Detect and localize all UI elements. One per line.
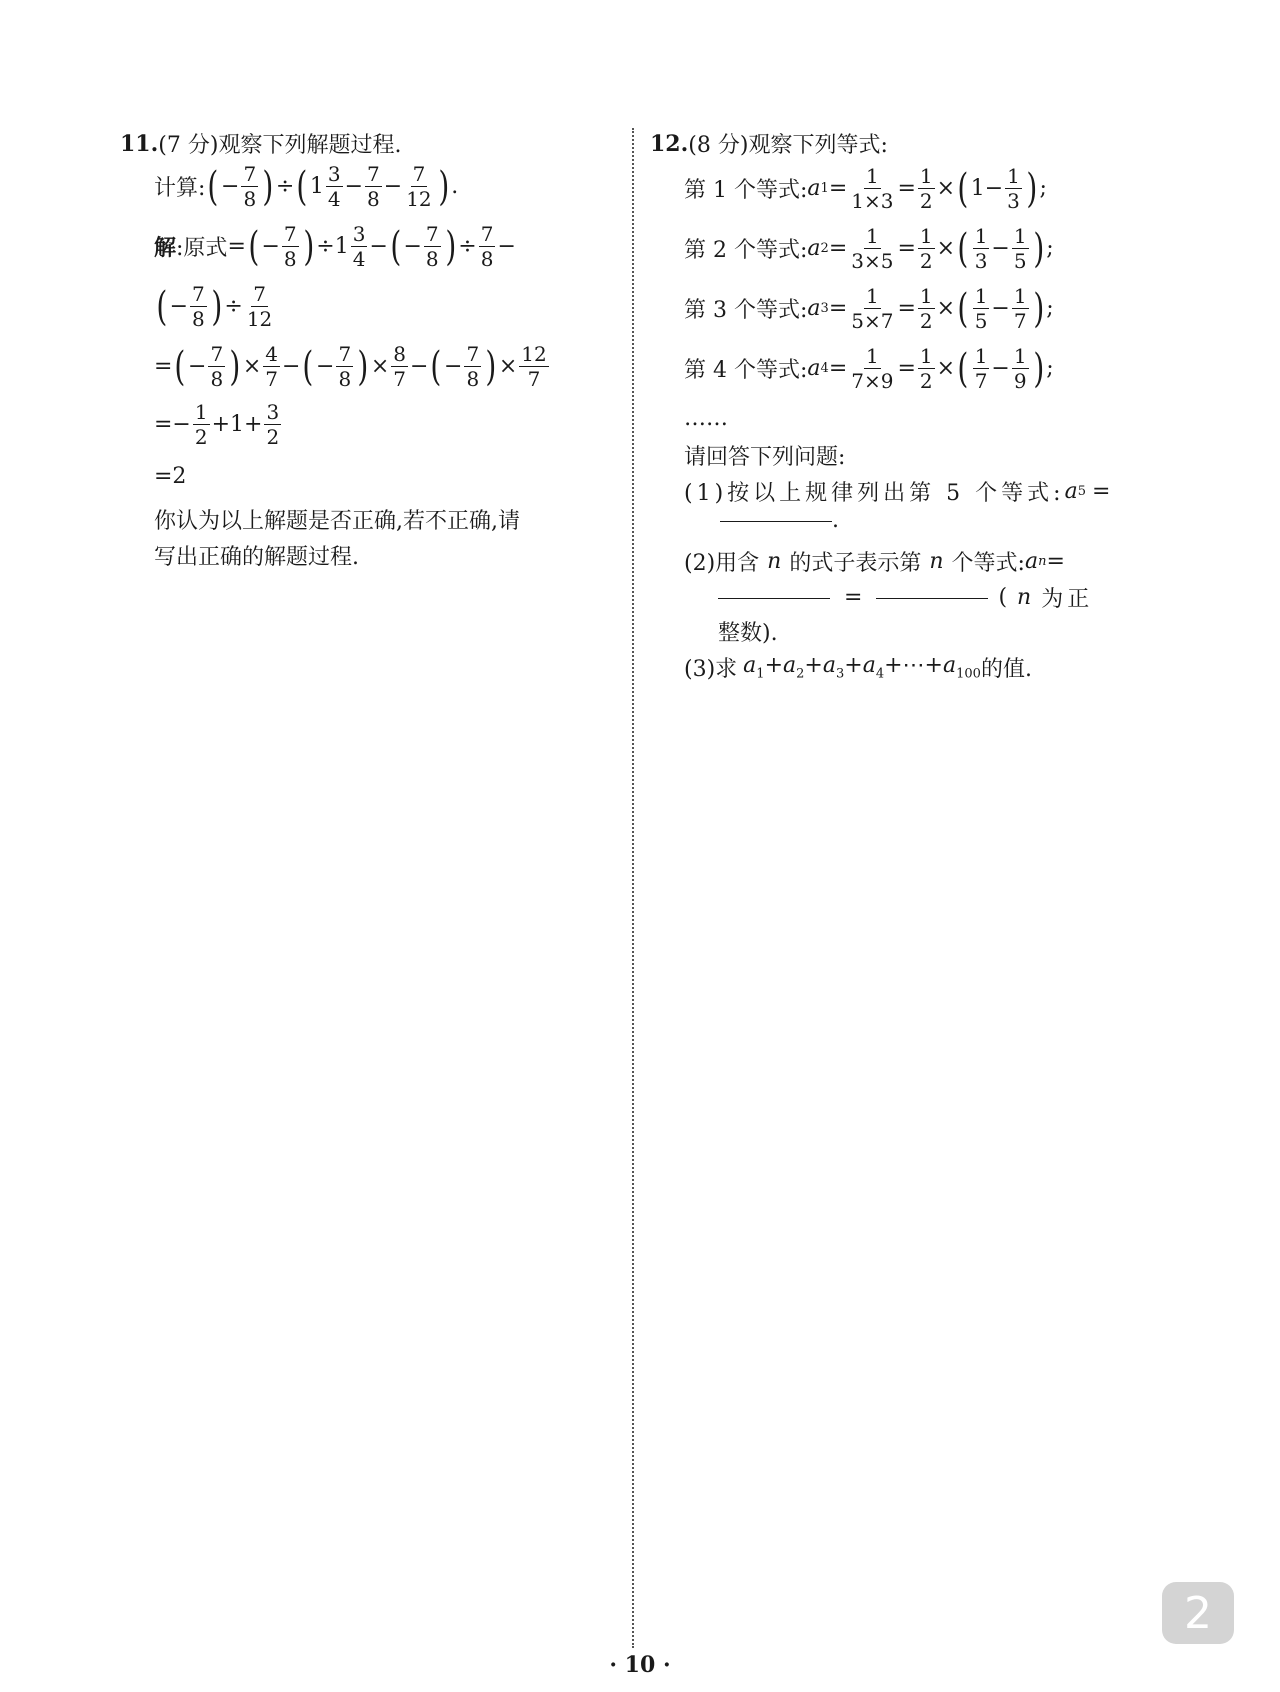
- q12-prompt: 请回答下列问题:: [684, 445, 846, 470]
- q12-part2-blank1[interactable]: [718, 597, 830, 599]
- q11-number: 11.: [120, 130, 159, 157]
- q11-solution-line2: ( − $\frac{7}{8}$ ) ÷ $\frac{7}{12}$: [156, 282, 273, 331]
- q12-equation-label: 第 4 个等式:: [684, 358, 808, 383]
- q12-number: 12.: [650, 130, 689, 157]
- q12-part2-prefix: (2)用含: [684, 551, 760, 576]
- q12-part3: (3)求 $a_1+a_2+a_3+a_4+\cdots+a_{100}$ 的值.: [684, 653, 1032, 682]
- q12-equation-label: 第 2 个等式:: [684, 238, 808, 263]
- q12-part1-blank[interactable]: [720, 520, 832, 522]
- q11-question-line2: 写出正确的解题过程.: [154, 545, 359, 570]
- q11-question-line1: 你认为以上解题是否正确,若不正确,请: [154, 509, 520, 534]
- q12-part2-n3: n: [1017, 585, 1032, 610]
- q12-equation-label: 第 3 个等式:: [684, 298, 808, 323]
- q12-part2-suffix: 个等式:: [951, 551, 1025, 576]
- q12-part1-var: a: [1064, 479, 1078, 504]
- q11-header-text: (7 分)观察下列解题过程.: [158, 133, 402, 158]
- q11-calc-expression: 计算: ( − $\frac{7}{8}$ ) ÷ ( 1 $\frac{3}{4}$ − $\frac{7}{8}$ − $\frac{7}{12}$ ) .: [154, 162, 459, 211]
- q12-equation-1: 第 1 个等式: a 1 = $\frac{1}{1\times 3}$ = $\frac{1}{2}$ × ( 1 − $\frac{1}{3}$ ) ;: [684, 164, 1047, 213]
- q12-header: [650, 128, 888, 159]
- q11-header: [120, 128, 401, 159]
- q12-equation-4: 第 4 个等式: a 4 = $\frac{1}{7\times 9}$ = $\frac{1}{2}$ × ( $\frac{1}{7}$ − $\frac{1}{9}$ ) ;: [684, 344, 1054, 393]
- q12-part1: (1)按以上规律列出第 5 个等式: a 5 =: [684, 476, 1110, 507]
- q12-header-text: (8 分)观察下列等式:: [688, 133, 888, 158]
- q11-solution-prefix: :原式: [176, 236, 228, 261]
- q12-equation-3: 第 3 个等式: a 3 = $\frac{1}{5\times 7}$ = $\frac{1}{2}$ × ( $\frac{1}{5}$ − $\frac{1}{7}$ ) ;: [684, 284, 1054, 333]
- q12-equation-2: 第 2 个等式: a 2 = $\frac{1}{3\times 5}$ = $\frac{1}{2}$ × ( $\frac{1}{3}$ − $\frac{1}{5}$ ) ;: [684, 224, 1054, 273]
- q12-part1-sub: 5: [1077, 484, 1086, 499]
- q12-part1-text: (1)按以上规律列出第 5 个等式:: [684, 481, 1065, 506]
- q12-part1-answer: .: [720, 508, 839, 533]
- q11-result: =2: [154, 464, 187, 489]
- q12-part2-n2: n: [929, 549, 944, 574]
- q12-part2-n1: n: [767, 549, 782, 574]
- q12-part2-tail3: 整数).: [718, 621, 778, 646]
- q12-part3-prefix: (3)求: [684, 657, 738, 682]
- q11-solution-label: 解: [154, 235, 177, 261]
- q11-solution-line4: =− $\frac{1}{2}$ +1+ $\frac{3}{2}$: [154, 400, 280, 449]
- q12-part2-blank2[interactable]: [876, 597, 988, 599]
- q12-part2-answer: = ( n 为正: [718, 582, 1093, 613]
- q11-calc-label: 计算:: [154, 176, 206, 201]
- page-badge[interactable]: 2: [1162, 1582, 1234, 1644]
- q12-equation-label: 第 1 个等式:: [684, 178, 808, 203]
- q12-part3-suffix: 的值.: [980, 657, 1032, 682]
- page-number: · 10 ·: [609, 1652, 671, 1678]
- q12-part2: (2)用含 n 的式子表示第 n 个等式: a n =: [684, 546, 1065, 577]
- q12-ellipsis: ……: [684, 406, 728, 431]
- q11-solution-line1: 解 :原式 = ( − $\frac{7}{8}$ ) ÷1 $\frac{3}{4}$ − ( − $\frac{7}{8}$ ) ÷ $\frac{7}{8}$ −: [154, 222, 516, 271]
- q11-solution-line3: = ( − $\frac{7}{8}$ ) × $\frac{4}{7}$ − ( − $\frac{7}{8}$ ) × $\frac{8}{7}$ − ( − $\frac{7}{8}$ ) × $\frac{12}{7}$: [154, 342, 547, 391]
- q12-part2-tail2: 为正: [1041, 587, 1094, 612]
- q12-part2-mid: 的式子表示第: [789, 551, 922, 576]
- column-divider: [632, 128, 634, 1648]
- q12-part2-tail1: (: [998, 585, 1008, 610]
